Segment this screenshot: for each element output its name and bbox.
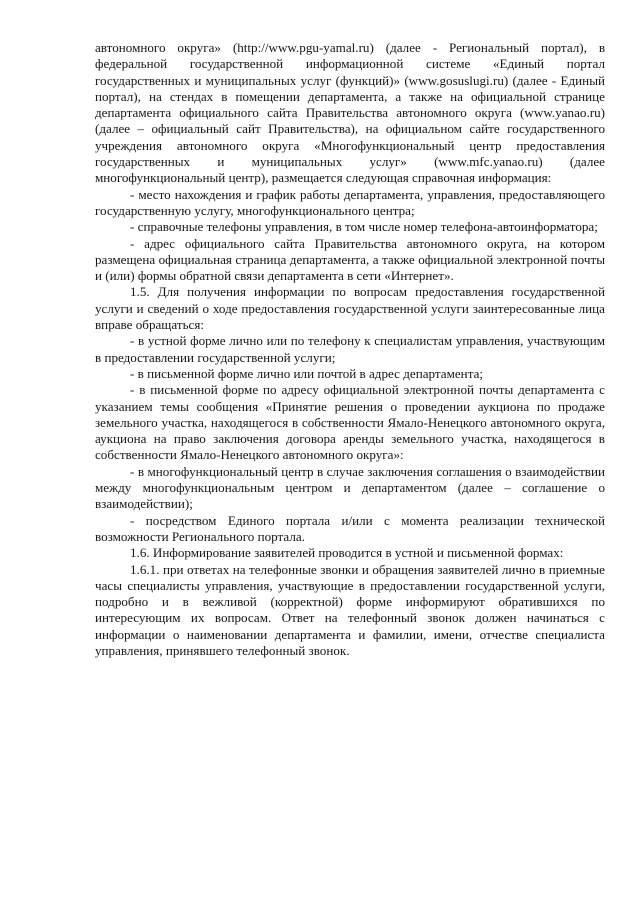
paragraph-section-1-5: 1.5. Для получения информации по вопросам предоставления государственной услуги и сведений о ходе предоставления государственной услуги заинтересованные лица вправе обращаться:: [95, 284, 605, 333]
list-item-mfc: - в многофункциональный центр в случае заключения соглашения о взаимодействии между многофункциональным центром и департаментом (далее – соглашение о взаимодействии);: [95, 463, 605, 512]
list-item-website-address: - адрес официального сайта Правительства автономного округа, на котором размещена официальная страница департамента, а также официальной электронной почты и (или) формы обратной связи департамента в сети «Интернет».: [95, 235, 605, 284]
list-item-written-form: - в письменной форме лично или почтой в адрес департамента;: [130, 365, 484, 381]
list-item-unified-portal: - посредством Единого портала и/или с момента реализации технической возможности Регионального портала.: [95, 512, 605, 544]
list-item-oral-form: - в устной форме лично или по телефону к специалистам управления, участвующим в предоставлении государственной услуги;: [95, 333, 605, 365]
paragraph-info-sources: автономного округа» (http://www.pgu-yamal.ru) (далее - Региональный портал), в федеральной государственной информационной системе «Единый портал государственных и муниципальных услуг (функций)» (www.gosuslugi.ru) (далее - Единый портал), на стендах в помещении департамента, а также на официальной странице департамента официального сайта Правительства автономного округа (www.yanao.ru) (далее – официальный сайт Правительства), на официальном сайте государственного учреждения автономного округа «Многофункциональный центр предоставления государственных и муниципальных услуг» (www.mfc.yanao.ru) (далее многофункциональный центр), размещается следующая справочная информация:: [95, 40, 605, 186]
list-item-phones: - справочные телефоны управления, в том числе номер телефона-автоинформатора;: [130, 219, 598, 235]
list-item-location-schedule: - место нахождения и график работы департамента, управления, предоставляющего государственную услугу, многофункционального центра;: [95, 186, 605, 218]
paragraph-section-1-6-1: 1.6.1. при ответах на телефонные звонки и обращения заявителей лично в приемные часы специалисты управления, участвующие в предоставлении государственной услуги, подробно и в вежливой (корректной) форме информируют обратившихся по интересующим их вопросам. Ответ на телефонный звонок должен начинаться с информации о наименовании департамента и фамилии, имени, отчестве специалиста управления, принявшего телефонный звонок.: [95, 561, 605, 658]
document-page: [95, 40, 605, 659]
list-item-email-form: - в письменной форме по адресу официальной электронной почты департамента с указанием темы сообщения «Принятие решения о проведении аукциона по продаже земельного участка, находящегося в собственности Ямало-Ненецкого автономного округа, аукциона на право заключения договора аренды земельного участка, находящегося в собственности Ямало-Ненецкого автономного округа»:: [95, 382, 605, 463]
paragraph-section-1-6: 1.6. Информирование заявителей проводится в устной и письменной формах:: [130, 545, 564, 561]
